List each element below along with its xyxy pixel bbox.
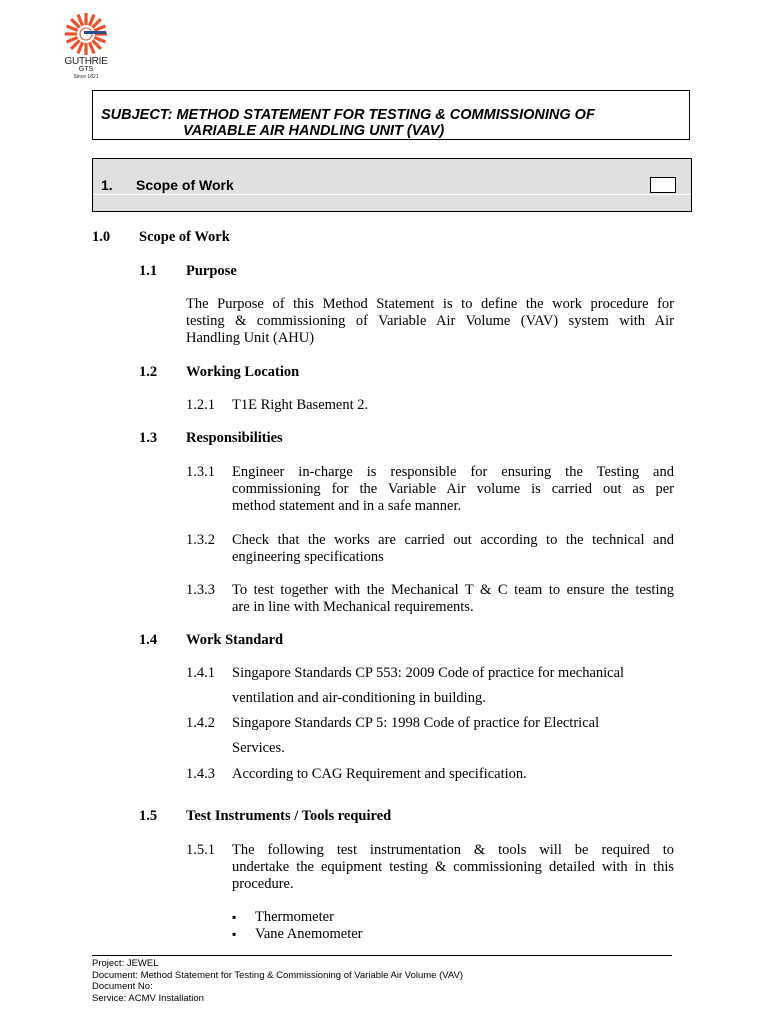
logo-sub: GTS — [78, 66, 94, 73]
item-1-3-3-text — [232, 582, 674, 616]
item-line: engineering specifications — [232, 549, 384, 565]
section-header-title: Scope of Work — [136, 177, 234, 193]
footer-divider — [92, 955, 672, 956]
footer-document: Document: Method Statement for Testing & Commissioning of Variable Air Volume (VAV) — [92, 969, 464, 981]
section-checkbox[interactable] — [650, 177, 676, 193]
item-line: method statement and in a safe manner. — [232, 498, 462, 514]
heading-1-5-title: Test Instruments / Tools required — [186, 808, 392, 824]
item-1-4-1-line-1: Singapore Standards CP 553: 2009 Code of practice for mechanical — [232, 665, 625, 681]
purpose-paragraph — [186, 296, 674, 347]
item-1-5-1-number: 1.5.1 — [186, 842, 215, 858]
item-1-3-2-text — [232, 532, 674, 566]
subject-line-1 — [101, 107, 595, 123]
heading-1-3-number: 1.3 — [139, 430, 158, 446]
subject-title-part-2: VARIABLE AIR HANDLING UNIT (VAV) — [183, 123, 445, 139]
subject-prefix: SUBJECT — [101, 107, 168, 123]
heading-1-4-title: Work Standard — [186, 632, 284, 648]
heading-1-3-title: Responsibilities — [186, 430, 283, 446]
heading-1-5-number: 1.5 — [139, 808, 158, 824]
item-line: commissioning for the Variable Air volume is carried out as per — [232, 481, 674, 497]
item-1-2-1-number: 1.2.1 — [186, 397, 215, 413]
item-1-4-3-text: According to CAG Requirement and specification. — [232, 766, 527, 782]
heading-1-2-title: Working Location — [186, 364, 300, 380]
heading-1-0-title: Scope of Work — [139, 229, 230, 245]
item-line: The following test instrumentation & tools will be required to — [232, 842, 674, 858]
item-1-4-2-line-1: Singapore Standards CP 5: 1998 Code of practice for Electrical — [232, 715, 600, 731]
section-header-divider — [93, 194, 691, 195]
bullet-icon: ▪ — [232, 910, 237, 924]
item-line: undertake the equipment testing & commissioning detailed with in this — [232, 859, 674, 875]
heading-1-2-number: 1.2 — [139, 364, 158, 380]
item-1-4-2-line-2: Services. — [232, 740, 285, 756]
bullet-item: Vane Anemometer — [255, 926, 363, 942]
heading-1-1-title: Purpose — [186, 263, 237, 279]
item-line: are in line with Mechanical requirements. — [232, 599, 474, 615]
item-1-4-1-number: 1.4.1 — [186, 665, 215, 681]
section-header-number: 1. — [101, 177, 113, 193]
footer-document-number: Document No: — [92, 981, 153, 992]
item-1-2-1-text: T1E Right Basement 2. — [232, 397, 369, 413]
purpose-line: Handling Unit (AHU) — [186, 330, 315, 346]
section-header-box — [92, 158, 692, 212]
logo-name: GUTHRIE — [64, 56, 108, 67]
heading-1-1-number: 1.1 — [139, 263, 158, 279]
heading-1-0-number: 1.0 — [92, 229, 111, 245]
logo-since: Since 1821 — [73, 74, 99, 80]
heading-1-4-number: 1.4 — [139, 632, 158, 648]
bullet-item: Thermometer — [255, 909, 334, 925]
subject-box — [92, 90, 690, 140]
item-1-3-2-number: 1.3.2 — [186, 532, 215, 548]
purpose-line: The Purpose of this Method Statement is to define the work procedure for — [186, 296, 674, 312]
sunburst-logo-icon — [60, 12, 112, 56]
bullet-icon: ▪ — [232, 927, 237, 941]
purpose-line: testing & commissioning of Variable Air Volume (VAV) system with Air — [186, 313, 674, 329]
item-1-3-3-number: 1.3.3 — [186, 582, 215, 598]
item-1-5-1-text — [232, 842, 674, 893]
item-line: To test together with the Mechanical T & C team to ensure the testing — [232, 582, 674, 598]
item-line: procedure. — [232, 876, 294, 892]
company-logo — [60, 12, 112, 82]
footer-project: Project: JEWEL — [92, 958, 159, 969]
item-line: Engineer in-charge is responsible for ensuring the Testing and — [232, 464, 674, 480]
item-1-4-2-number: 1.4.2 — [186, 715, 215, 731]
item-line: Check that the works are carried out according to the technical and — [232, 532, 674, 548]
item-1-3-1-number: 1.3.1 — [186, 464, 215, 480]
subject-title-part-1: : METHOD STATEMENT FOR TESTING & COMMISSIONING OF — [167, 107, 595, 123]
item-1-4-1-line-2: ventilation and air-conditioning in building. — [232, 690, 486, 706]
footer-service: Service: ACMV Installation — [92, 992, 204, 1004]
item-1-4-3-number: 1.4.3 — [186, 766, 215, 782]
item-1-3-1-text — [232, 464, 674, 515]
